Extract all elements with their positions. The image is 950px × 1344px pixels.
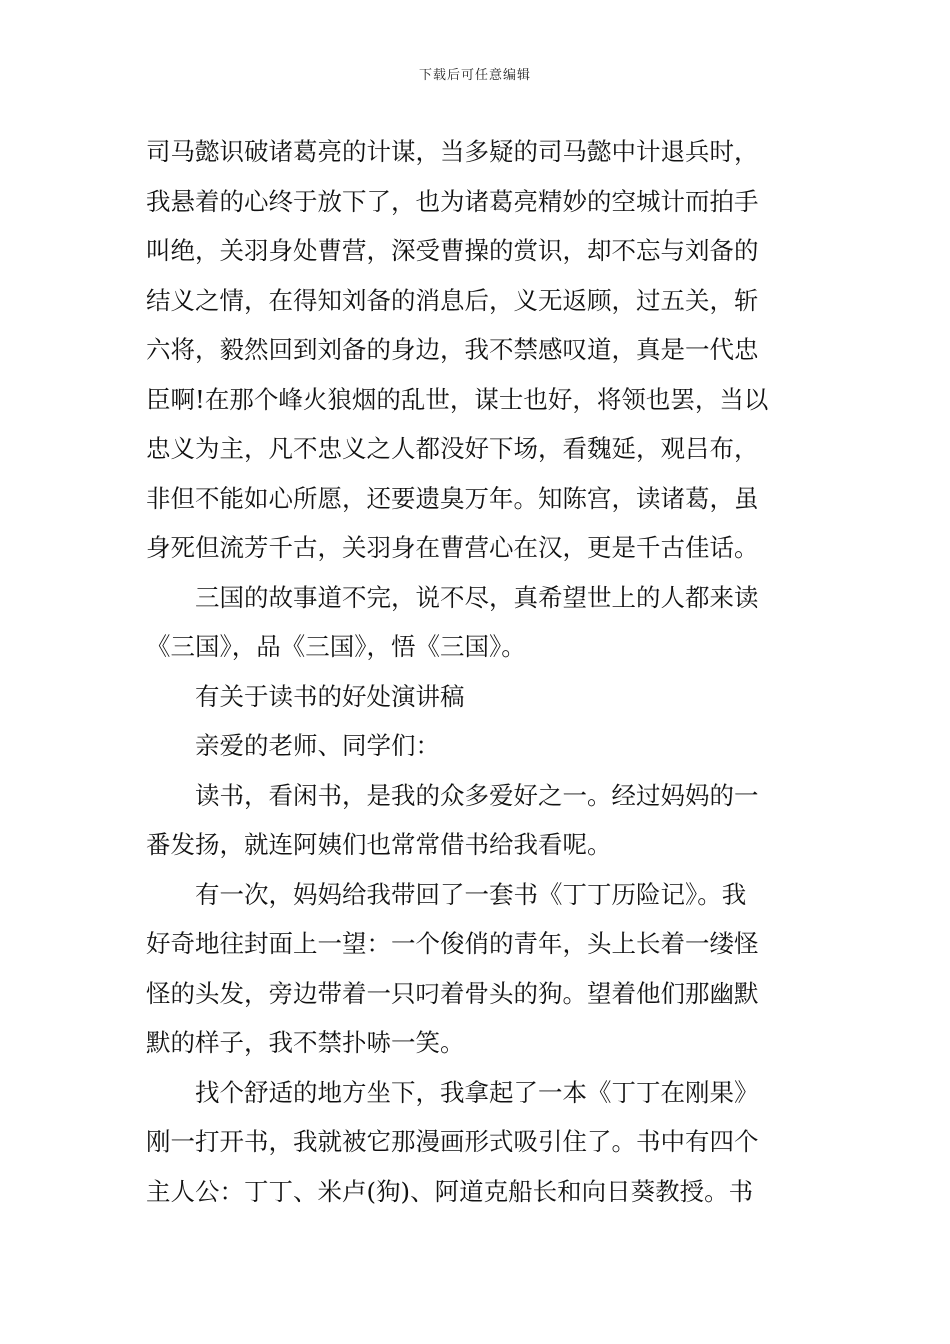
text-line: 找个舒适的地方坐下，我拿起了一本《丁丁在刚果》: [195, 1077, 759, 1107]
text-line: 默的样子，我不禁扑哧一笑。: [146, 1028, 465, 1057]
text-line: 司马懿识破诸葛亮的计谋，当多疑的司马懿中计退兵时，: [146, 137, 759, 166]
text-line: 臣啊!在那个峰火狼烟的乱世，谋士也好，将领也罢，当以: [146, 384, 769, 414]
text-line: 怪的头发，旁边带着一只叼着骨头的狗。望着他们那幽默: [146, 978, 759, 1008]
text-line: 好奇地往封面上一望：一个俊俏的青年，头上长着一缕怪: [146, 929, 759, 958]
text-line: 结义之情，在得知刘备的消息后，义无返顾，过五关，斩: [146, 285, 759, 315]
text-line: 身死但流芳千古，关羽身在曹营心在汉，更是千古佳话。: [146, 533, 759, 562]
text-line: 亲爱的老师、同学们：: [195, 731, 440, 760]
text-line: 番发扬，就连阿姨们也常常借书给我看呢。: [146, 830, 612, 859]
text-line: 有一次，妈妈给我带回了一套书《丁丁历险记》。我: [195, 879, 747, 909]
text-line: 三国的故事道不完，说不尽，真希望世上的人都来读: [195, 582, 759, 612]
text-line: 六将，毅然回到刘备的身边，我不禁感叹道，真是一代忠: [146, 335, 759, 364]
document-body: [146, 127, 816, 1216]
page-header: 下载后可任意编辑: [418, 68, 531, 83]
text-line: 忠义为主，凡不忠义之人都没好下场，看魏延，观吕布，: [146, 434, 759, 463]
text-line: 叫绝，关羽身处曹营，深受曹操的赏识，却不忘与刘备的: [146, 236, 759, 265]
text-line: 我悬着的心终于放下了，也为诸葛亮精妙的空城计而拍手: [146, 186, 759, 216]
text-line: 主人公：丁丁、米卢(狗)、阿道克船长和向日葵教授。书: [146, 1176, 754, 1206]
text-line: 读书，看闲书，是我的众多爱好之一。经过妈妈的一: [195, 780, 759, 810]
text-line: 刚一打开书，我就被它那漫画形式吸引住了。书中有四个: [146, 1127, 759, 1156]
text-line: 《三国》，品《三国》，悟《三国》。: [146, 632, 526, 661]
text-line: 非但不能如心所愿，还要遗臭万年。知陈宫，读诸葛，虽: [146, 483, 759, 513]
text-line: 有关于读书的好处演讲稿: [195, 681, 465, 711]
